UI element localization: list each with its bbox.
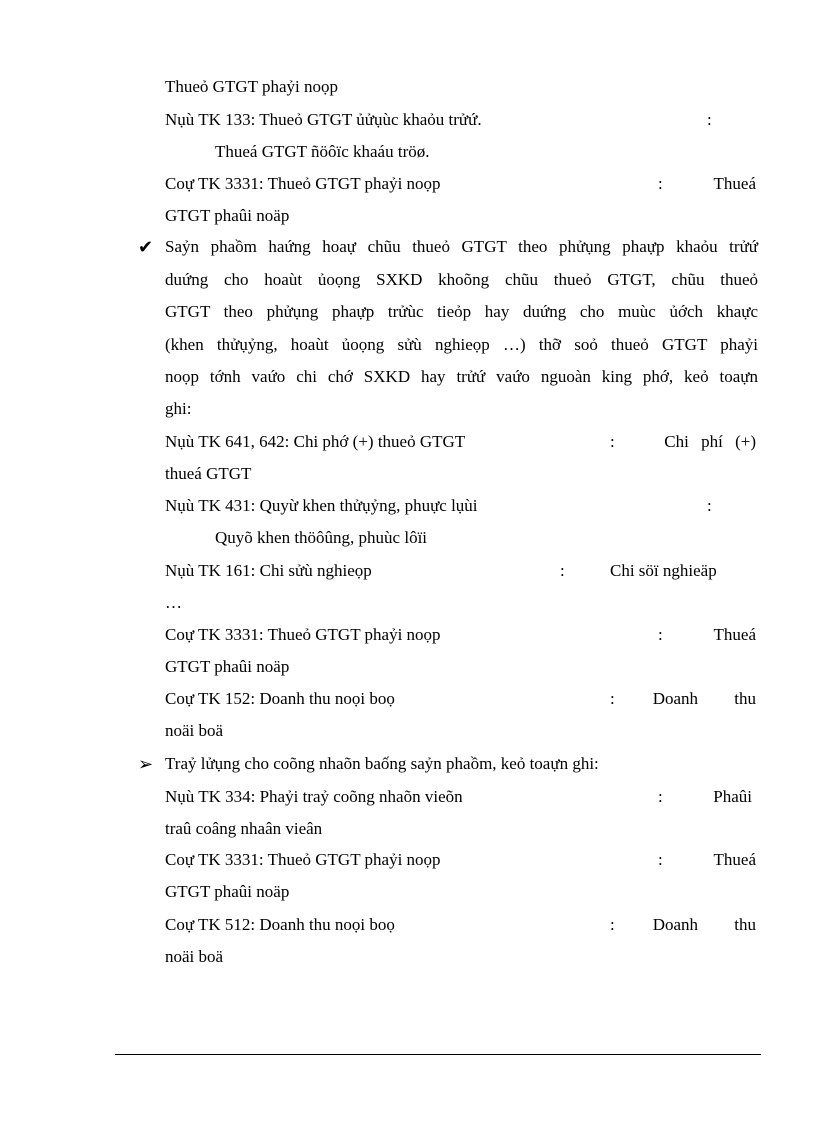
entry-description-continued: GTGT phaûi noäp	[165, 657, 290, 676]
checkmark-icon: ✔	[138, 237, 154, 257]
paragraph-line: GTGT theo phửụng phaựp trửùc tieỏp hay duứng cho muùc ủớch khaực	[165, 302, 758, 321]
entry-colon: :	[610, 432, 615, 451]
paragraph-line: Traỷ lửụng cho coõng nhaõn baống saỷn phaồm, keỏ toaựn ghi:	[165, 754, 599, 773]
entry-colon: :	[707, 496, 712, 515]
paragraph-line: Saỷn phaồm haứng hoaự chũu thueỏ GTGT theo phửụng phaựp khaỏu trửứ	[165, 237, 758, 256]
entry-description-continued: GTGT phaûi noäp	[165, 882, 290, 901]
entry-description-continued: noäi boä	[165, 721, 224, 740]
entry-colon: :	[658, 174, 663, 193]
entry-debit-tk431: Nụù TK 431: Quyừ khen thửụỷng, phuực lụùi	[165, 496, 478, 515]
ellipsis-line: …	[165, 593, 182, 612]
entry-colon: :	[610, 915, 615, 934]
paragraph-line: duứng cho hoaùt ủoọng SXKD khoõng chũu thueỏ GTGT, chũu thueỏ	[165, 270, 758, 289]
entry-description-continued: traû coâng nhaân vieân	[165, 819, 323, 838]
entry-description-right: Thueá	[713, 850, 756, 869]
entry-credit-tk3331: Coự TK 3331: Thueỏ GTGT phaỷi noọp	[165, 625, 441, 644]
entry-colon: :	[610, 689, 615, 708]
arrow-bullet-icon: ➢	[138, 754, 154, 774]
paragraph-line: (khen thửụỷng, hoaùt ủoọng sửù nghieọp …) thỡ soỏ thueỏ GTGT phaỷi	[165, 335, 758, 354]
entry-description: Quyõ khen thöôûng, phuùc lôïi	[215, 528, 428, 547]
entry-credit-tk3331: Coự TK 3331: Thueỏ GTGT phaỷi noọp	[165, 850, 441, 869]
paragraph-line: noọp tớnh vaứo chi chớ SXKD hay trửứ vaứo nguoàn king phớ, keỏ toaựn	[165, 367, 758, 386]
entry-debit-tk161: Nụù TK 161: Chi sửù nghieọp	[165, 561, 372, 580]
entry-colon: :	[658, 787, 663, 806]
entry-description-right: Doanh thu	[652, 915, 756, 934]
entry-description-right: Doanh thu	[652, 689, 756, 708]
entry-debit-tk133: Nụù TK 133: Thueỏ GTGT ủửụùc khaỏu trửứ.	[165, 110, 482, 129]
entry-description-right: Chi söï nghieäp	[610, 561, 717, 580]
footer-divider	[115, 1054, 761, 1055]
entry-colon: :	[707, 110, 712, 129]
entry-description-right: Chi phí (+)	[664, 432, 756, 451]
entry-colon: :	[658, 850, 663, 869]
entry-credit-tk3331: Coự TK 3331: Thueỏ GTGT phaỷi noọp	[165, 174, 441, 193]
entry-description-right: Thueá	[713, 174, 756, 193]
entry-colon: :	[560, 561, 565, 580]
entry-credit-tk152: Coự TK 152: Doanh thu noọi boọ	[165, 689, 395, 708]
entry-description-continued: noäi boä	[165, 947, 224, 966]
entry-description-continued: GTGT phaûi noäp	[165, 206, 290, 225]
entry-description-continued: thueá GTGT	[165, 464, 252, 483]
text-line: Thueỏ GTGT phaỷi noọp	[165, 77, 338, 96]
entry-credit-tk512: Coự TK 512: Doanh thu noọi boọ	[165, 915, 395, 934]
entry-debit-tk641-642: Nụù TK 641, 642: Chi phớ (+) thueỏ GTGT	[165, 432, 466, 451]
entry-description: Thueá GTGT ñöôïc khaáu tröø.	[215, 142, 430, 161]
entry-debit-tk334: Nụù TK 334: Phaỷi traỷ coõng nhaõn vieõn	[165, 787, 463, 806]
entry-description-right: Phaûi	[713, 787, 752, 806]
entry-description-right: Thueá	[713, 625, 756, 644]
entry-colon: :	[658, 625, 663, 644]
paragraph-line: ghi:	[165, 399, 192, 418]
